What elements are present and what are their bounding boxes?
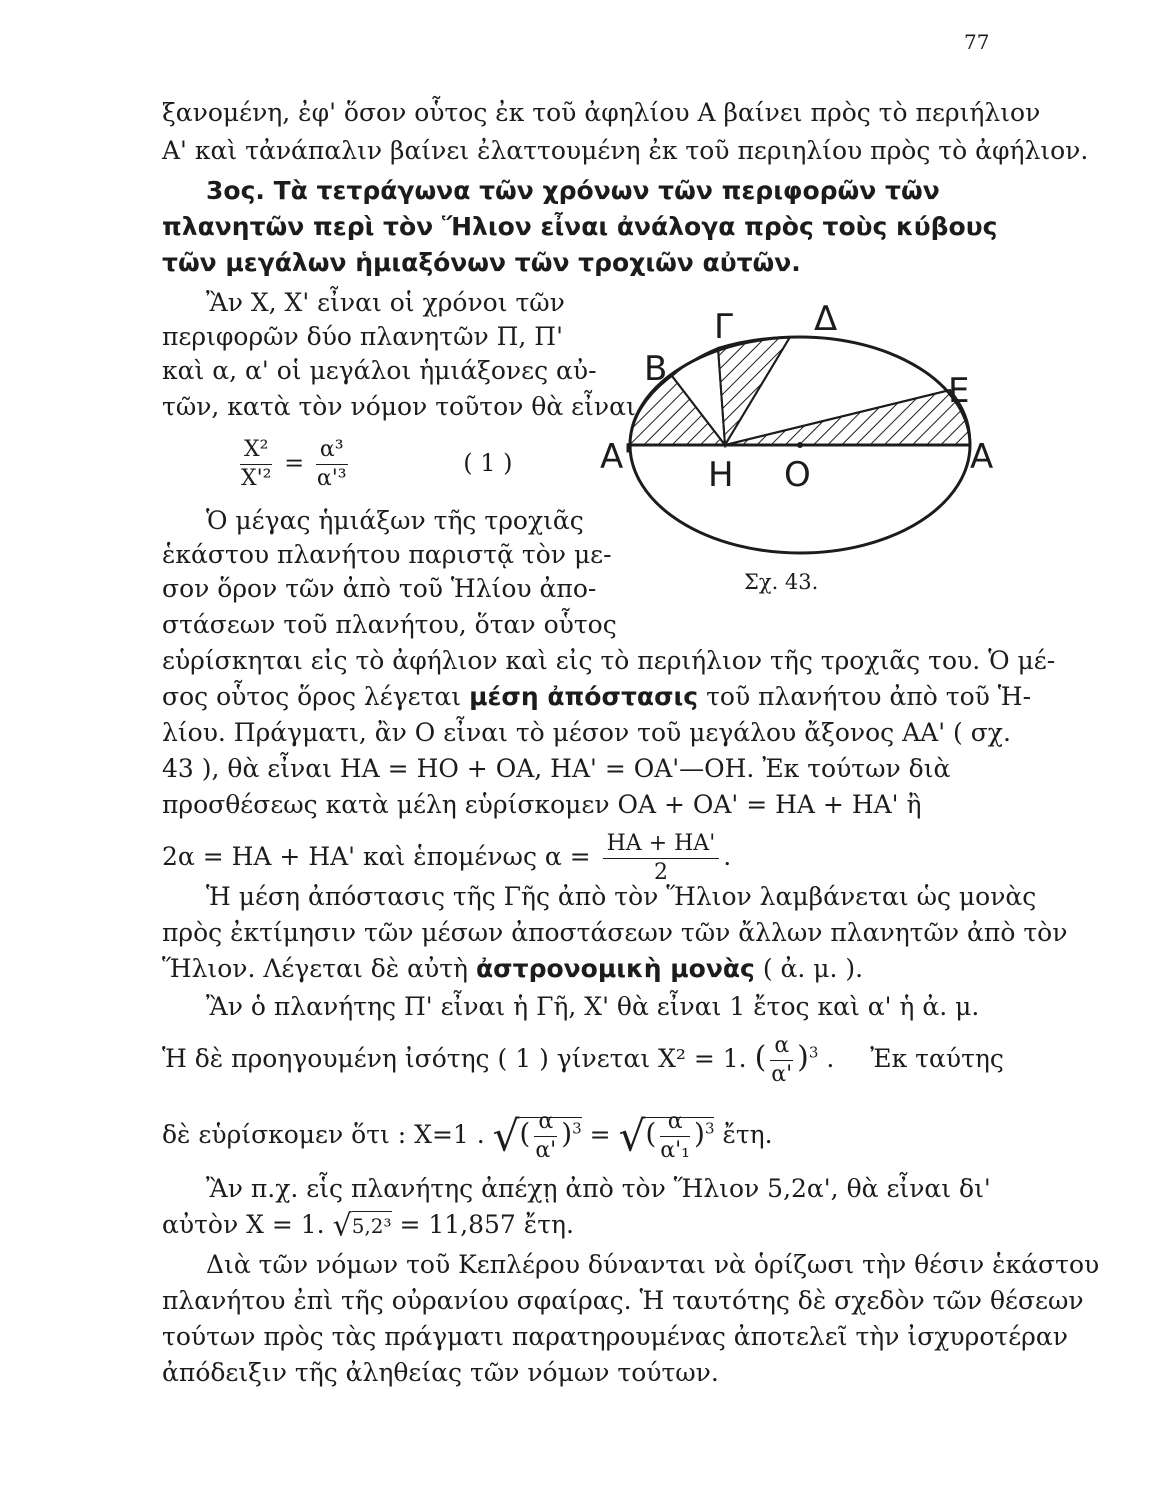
law-heading-line: πλανητῶν περὶ τὸν Ἥλιον εἶναι ἀνάλογα πρὸς τοὺς κύβους (162, 212, 998, 241)
formula-kepler-third-law: $\frac{\text{Χ²}}{\text{Χ'²}}$ = $\frac{\text{α³}}{\text{α'³}}$ ( 1 ) (240, 437, 513, 491)
text-line: Ὁ μέγας ἡμιάξων τῆς τροχιᾶς (206, 506, 584, 535)
text-line: εὑρίσκηται εἰς τὸ ἀφήλιον καὶ εἰς τὸ περιήλιον τῆς τροχιᾶς του. Ὁ μέ- (162, 646, 1056, 675)
text-line: πρὸς ἐκτίμησιν τῶν μέσων ἀποστάσεων τῶν ἄλλων πλανητῶν ἀπὸ τὸν (162, 918, 1068, 947)
text-line: προσθέσεως κατὰ μέλη εὑρίσκομεν ΟΑ + ΟΑ' = ΗΑ + ΗΑ' ἢ (162, 790, 922, 819)
label-O: Ο (784, 455, 811, 495)
label-H: Η (708, 455, 734, 495)
text-line: καὶ α, α' οἱ μεγάλοι ἡμιάξονες αὐ- (162, 356, 597, 385)
text-line: Ἥλιον. Λέγεται δὲ αὐτὴ ἀστρονομικὴ μονὰς ( ἀ. μ. ). (162, 954, 864, 983)
text-line: τῶν, κατὰ τὸν νόμον τοῦτον θὰ εἶναι (162, 392, 636, 421)
text-line: σος οὗτος ὅρος λέγεται μέση ἀπόστασις τοῦ πλανήτου ἀπὸ τοῦ Ἡ- (162, 682, 1032, 711)
text-line: πλανήτου ἐπὶ τῆς οὐρανίου σφαίρας. Ἡ ταυτότης δὲ σχεδὸν τῶν θέσεων (162, 1286, 1084, 1315)
label-B: Β (644, 349, 668, 389)
figure-caption: Σχ. 43. (744, 570, 819, 594)
text-line: Διὰ τῶν νόμων τοῦ Κεπλέρου δύνανται νὰ ὁρίζωσι τὴν θέσιν ἑκάστου (206, 1250, 1100, 1279)
text-line: λίου. Πράγματι, ἂν Ο εἶναι τὸ μέσον τοῦ μεγάλου ἄξονος ΑΑ' ( σχ. (162, 718, 1011, 747)
law-heading-line: 3ος. Τὰ τετράγωνα τῶν χρόνων τῶν περιφορῶν τῶν (206, 176, 940, 205)
text-line: στάσεων τοῦ πλανήτου, ὅταν οὗτος (162, 610, 617, 639)
text-line: Α' καὶ τἀνάπαλιν βαίνει ἐλαττουμένη ἐκ τοῦ περιηλίου πρὸς τὸ ἀφήλιον. (162, 136, 1089, 165)
text-line: ξανομένη, ἐφ' ὅσον οὗτος ἐκ τοῦ ἀφηλίου Α βαίνει πρὸς τὸ περιήλιον (162, 98, 1041, 127)
text-line: τούτων πρὸς τὰς πράγματι παρατηρουμένας ἀποτελεῖ τὴν ἰσχυροτέραν (162, 1322, 1068, 1351)
formula-period-root: δὲ εὑρίσκομεν ὅτι : Χ=1 . √( $\frac{\alpha}{\alpha'}$ )$^3$ = √( $\frac{\alpha}{\text{α'₁}}$ )$^3$ ἔτη. (162, 1109, 773, 1163)
text-line: ἀπόδειξιν τῆς ἀληθείας τῶν νόμων τούτων. (162, 1358, 719, 1387)
text-line: σον ὅρον τῶν ἀπὸ τοῦ Ἡλίου ἀπο- (162, 574, 597, 603)
formula-mean-distance: 2α = ΗΑ + ΗΑ' καὶ ἑπομένως α = $\frac{HA + HA'}{2}$ . (162, 831, 732, 885)
text-line: αὐτὸν Χ = 1. √5,2³ = 11,857 ἔτη. (162, 1208, 574, 1244)
label-A: Α (970, 437, 994, 477)
text-line: Ἡ δὲ προηγουμένη ἰσότης ( 1 ) γίνεται Χ² = 1. ( $\frac{\alpha}{\alpha'}$ )$^3$ . Ἐκ ταύτης (162, 1033, 1004, 1087)
kepler-ellipse-figure (600, 290, 1000, 580)
text-line: ἑκάστου πλανήτου παριστᾷ τὸν με- (162, 540, 612, 569)
label-A-prime: Α' (600, 437, 633, 477)
term-mean-distance: μέση ἀπόστασις (469, 682, 699, 711)
text-line: περιφορῶν δύο πλανητῶν Π, Π' (162, 322, 563, 351)
law-heading-line: τῶν μεγάλων ἡμιαξόνων τῶν τροχιῶν αὐτῶν. (162, 248, 801, 277)
text-line: Ἂν π.χ. εἷς πλανήτης ἀπέχῃ ἀπὸ τὸν Ἥλιον 5,2α', θὰ εἶναι δι' (206, 1174, 991, 1203)
equation-tag: ( 1 ) (463, 449, 513, 477)
text-line: Ἡ μέση ἀπόστασις τῆς Γῆς ἀπὸ τὸν Ἥλιον λαμβάνεται ὡς μονὰς (206, 882, 1037, 911)
term-astronomical-unit: ἀστρονομικὴ μονὰς (475, 954, 755, 983)
page-number: 77 (964, 30, 990, 54)
text-line: Ἂν ὁ πλανήτης Π' εἶναι ἡ Γῆ, Χ' θὰ εἶναι 1 ἔτος καὶ α' ἡ ἀ. μ. (206, 992, 980, 1021)
label-E: Ε (948, 371, 970, 411)
label-G: Γ (714, 307, 733, 347)
text-line: 43 ), θὰ εἶναι ΗΑ = ΗΟ + ΟΑ, ΗΑ' = ΟΑ'—ΟΗ. Ἐκ τούτων διὰ (162, 754, 951, 783)
text-line: Ἂν Χ, Χ' εἶναι οἱ χρόνοι τῶν (206, 288, 565, 317)
label-D: Δ (814, 299, 838, 339)
